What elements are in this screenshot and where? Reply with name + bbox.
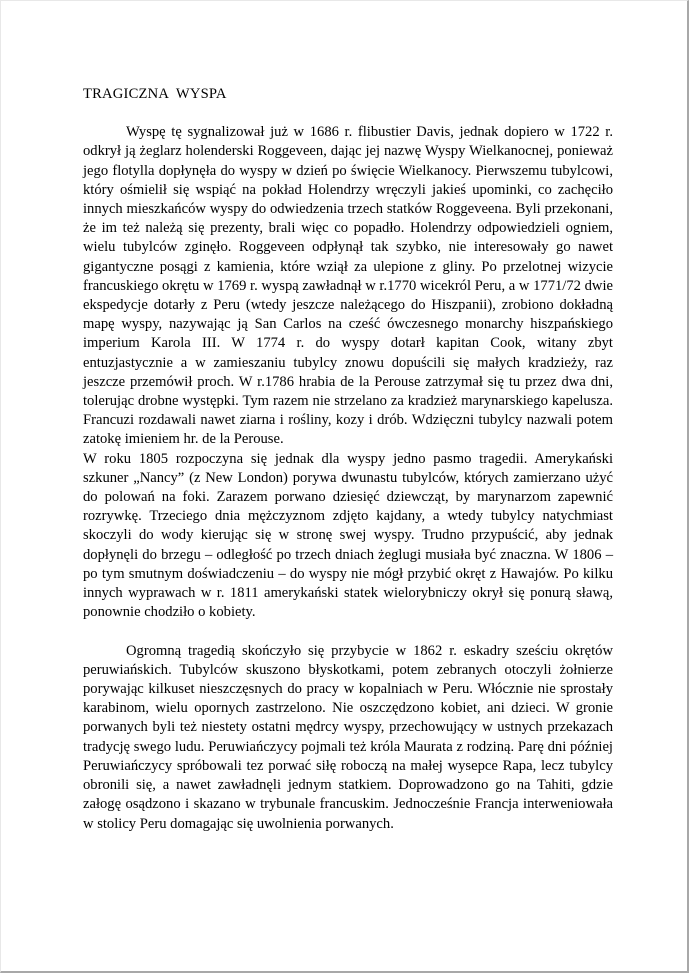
document-body <box>83 85 613 834</box>
document-title: TRAGICZNA WYSPA <box>83 86 227 102</box>
paragraph-1: Wyspę tę sygnalizował już w 1686 r. flibustier Davis, jednak dopiero w 1722 r. odkrył ją żeglarz holenderski Roggeveen, dając jej nazwę Wyspy Wielkanocnej, ponieważ jego flotylla dopłynęła do wyspy w dzień po święcie Wielkanocy. Pierwszemu tubylcowi, który ośmielił się wspiąć na pokład Holendrzy wręczyli jakieś upominki, co zachęciło innych mieszkańców wyspy do odwiedzenia trzech statków Roggeveena. Byli przekonani, że im też należą się prezenty, brali więc co popadło. Holendrzy odpowiedzieli ogniem, wielu tubylców zginęło. Roggeveen odpłynął tak szybko, nie interesowały go nawet gigantyczne posągi z kamienia, które wziął za ulepione z gliny. Po przelotnej wizycie francuskiego okrętu w 1769 r. wyspą zawładnął w r.1770 wicekról Peru, a w 1771/72 dwie ekspedycje dotarły z Peru (wtedy jeszcze należącego do Hiszpanii), zrobiono dokładną mapę wyspy, nazywając ją San Carlos na cześć ówczesnego monarchy hiszpańskiego imperium Karola III. W 1774 r. do wyspy dotarł kapitan Cook, witany zbyt entuzjastycznie a w zamieszaniu tubylcy znowu dopuścili się małych kradzieży, raz jeszcze przemówił proch. W r.1786 hrabia de la Perouse zatrzymał się tu przez dwa dni, tolerując drobne występki. Tym razem nie strzelano za kradzież marynarskiego kapelusza. Francuzi rozdawali nawet ziarna i rośliny, kozy i drób. Wdzięczni tubylcy nazwali potem zatokę imieniem hr. de la Perouse. <box>83 124 613 448</box>
paragraph-2: W roku 1805 rozpoczyna się jednak dla wyspy jedno pasmo tragedii. Amerykański szkuner „Nancy” (z New London) porywa dwunastu tubylców, których zamierzano użyć do polowań na foki. Zarazem porwano dziesięć dziewcząt, by marynarzom zapewnić rozrywkę. Trzeciego dnia mężczyznom zdjęto kajdany, a wtedy tubylcy natychmiast skoczyli do wody kierując się w stronę swej wyspy. Trudno przypuścić, aby jednak dopłynęli do brzegu – odległość po trzech dniach żeglugi musiała być znaczna. W 1806 – po tym smutnym doświadczeniu – do wyspy nie mógł przybić okręt z Hawajów. Po kilku innych wyprawach w r. 1811 amerykański statek wielorybniczy okrył się ponurą sławą, ponownie chodziło o kobiety. <box>83 450 613 621</box>
paragraph-spacer <box>83 622 613 641</box>
paragraph-3: Ogromną tragedią skończyło się przybycie w 1862 r. eskadry sześciu okrętów peruwiańskich. Tubylców skuszono błyskotkami, potem zebranych otoczyli żołnierze porywając kilkuset nieszczęsnych do pracy w kopalniach w Peru. Włócznie nie sprostały karabinom, wielu opornych zastrzelono. Nie oszczędzono kobiet, ani dzieci. W gronie porwanych byli też niestety ostatni mędrcy wyspy, przechowujący w ustnych przekazach tradycję swego ludu. Peruwiańczycy pojmali też króla Maurata z rodziną. Parę dni później Peruwiańczycy spróbowali tez porwać siłę roboczą na małej wysepce Rapa, lecz tubylcy obronili się, a nawet zawładnęli jednym statkiem. Doprowadzono go na Tahiti, gdzie załogę osądzono i skazano w trybunale francuskim. Jednocześnie Francja interweniowała w stolicy Peru domagając się uwolnienia porwanych. <box>83 642 613 832</box>
